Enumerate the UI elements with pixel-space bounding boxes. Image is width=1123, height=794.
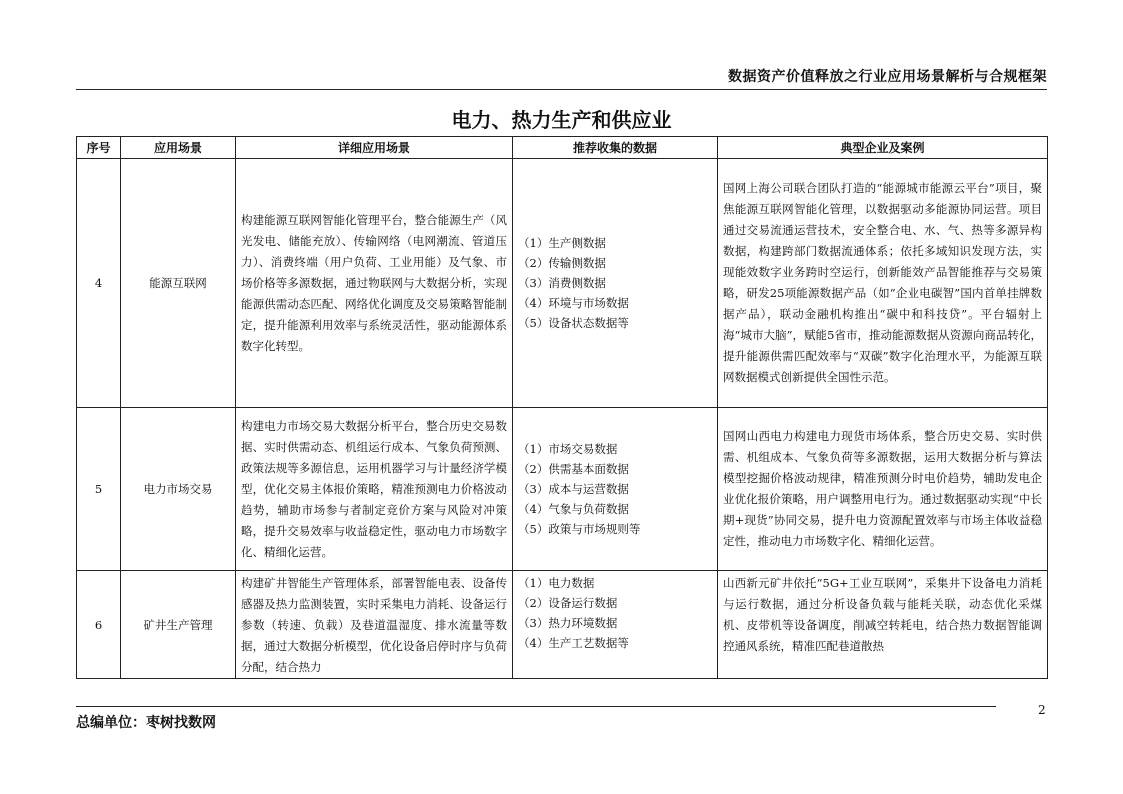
application-scene: 能源互联网 — [121, 159, 236, 408]
page-number: 2 — [1038, 703, 1046, 717]
typical-case: 国网上海公司联合团队打造的“能源城市能源云平台”项目，聚焦能源互联网智能化管理，以数据驱动多能源协同运营。项目通过交易流通运营技术，安全整合电、水、气、热等多源异构数据，构建跨部门数据流通体系；依托多域知识发现方法，实现能效数字业务跨时空运行，创新能效产品智能推荐与交易策略，研发25项能源数据产品（如“企业电碳智”国内首单挂牌数据产品），联动金融机构推出“碳中和科技贷”。平台辐射上海“城市大脑”，赋能5省市，推动能源数据从资源向商品转化，提升能源供需匹配效率与“双碳”数字化治理水平，为能源互联网数据模式创新提供全国性示范。 — [718, 159, 1048, 408]
table-row — [77, 159, 1048, 408]
column-header-number: 序号 — [77, 137, 121, 159]
data-item: （3）热力环境数据 — [518, 616, 618, 630]
detailed-scene: 构建矿井智能生产管理体系，部署智能电表、设备传感器及热力监测装置，实时采集电力消耗、设备运行参数（转速、负载）及巷道温湿度、排水流量等数据，通过大数据分析模型，优化设备启停时序与负荷分配，结合热力 — [236, 571, 513, 679]
column-header-scene: 应用场景 — [121, 137, 236, 159]
recommended-data-list — [513, 408, 718, 571]
application-scene: 矿井生产管理 — [121, 571, 236, 679]
data-item: （2）供需基本面数据 — [518, 462, 629, 476]
data-item: （3）成本与运营数据 — [518, 482, 629, 496]
row-number: 5 — [77, 408, 121, 571]
header-divider — [76, 89, 1047, 90]
running-header-title: 数据资产价值释放之行业应用场景解析与合规框架 — [728, 69, 1047, 85]
table-row — [77, 571, 1048, 679]
recommended-data-list — [513, 159, 718, 408]
footer-divider — [76, 706, 996, 707]
typical-case: 国网山西电力构建电力现货市场体系，整合历史交易、实时供需、机组成本、气象负荷等多源数据，运用大数据分析与算法模型挖掘价格波动规律，精准预测分时电价趋势，辅助发电企业优化报价策略，用户调整用电行为。通过数据驱动实现“中长期+现货”协同交易，提升电力资源配置效率与市场主体收益稳定性，推动电力市场数字化、精细化运营。 — [718, 408, 1048, 571]
application-scene: 电力市场交易 — [121, 408, 236, 571]
data-item: （4）气象与负荷数据 — [518, 502, 629, 516]
data-item: （1）生产侧数据 — [518, 236, 606, 250]
column-header-detail: 详细应用场景 — [236, 137, 513, 159]
typical-case: 山西新元矿井依托“5G+工业互联网”，采集井下设备电力消耗与运行数据，通过分析设备负载与能耗关联，动态优化采煤机、皮带机等设备调度，削减空转耗电，结合热力数据智能调控通风系统，精准匹配巷道散热 — [718, 571, 1048, 679]
row-number: 6 — [77, 571, 121, 679]
column-header-data: 推荐收集的数据 — [513, 137, 718, 159]
table-header-row — [77, 137, 1048, 159]
data-item: （5）设备状态数据等 — [518, 316, 629, 330]
data-item: （1）市场交易数据 — [518, 442, 618, 456]
data-item: （5）政策与市场规则等 — [518, 522, 641, 536]
data-item: （4）生产工艺数据等 — [518, 636, 629, 650]
scenario-table — [76, 136, 1048, 679]
detailed-scene: 构建电力市场交易大数据分析平台，整合历史交易数据、实时供需动态、机组运行成本、气象负荷预测、政策法规等多源信息，运用机器学习与计量经济学模型，优化交易主体报价策略，精准预测电力价格波动趋势，辅助市场参与者制定竞价方案与风险对冲策略，提升交易效率与收益稳定性，驱动电力市场数字化、精细化运营。 — [236, 408, 513, 571]
table-row — [77, 408, 1048, 571]
data-item: （1）电力数据 — [518, 576, 595, 590]
column-header-case: 典型企业及案例 — [718, 137, 1048, 159]
footer-unit: 总编单位：枣树找数网 — [76, 715, 216, 731]
recommended-data-list — [513, 571, 718, 679]
data-item: （2）传输侧数据 — [518, 256, 606, 270]
detailed-scene: 构建能源互联网智能化管理平台，整合能源生产（风光发电、储能充放）、传输网络（电网潮流、管道压力）、消费终端（用户负荷、工业用能）及气象、市场价格等多源数据，通过物联网与大数据分析，实现能源供需动态匹配、网络优化调度及交易策略智能制定，提升能源利用效率与系统灵活性，驱动能源体系数字化转型。 — [236, 159, 513, 408]
row-number: 4 — [77, 159, 121, 408]
data-item: （4）环境与市场数据 — [518, 296, 629, 310]
data-item: （2）设备运行数据 — [518, 596, 618, 610]
data-item: （3）消费侧数据 — [518, 276, 606, 290]
page-title: 电力、热力生产和供应业 — [451, 108, 672, 132]
